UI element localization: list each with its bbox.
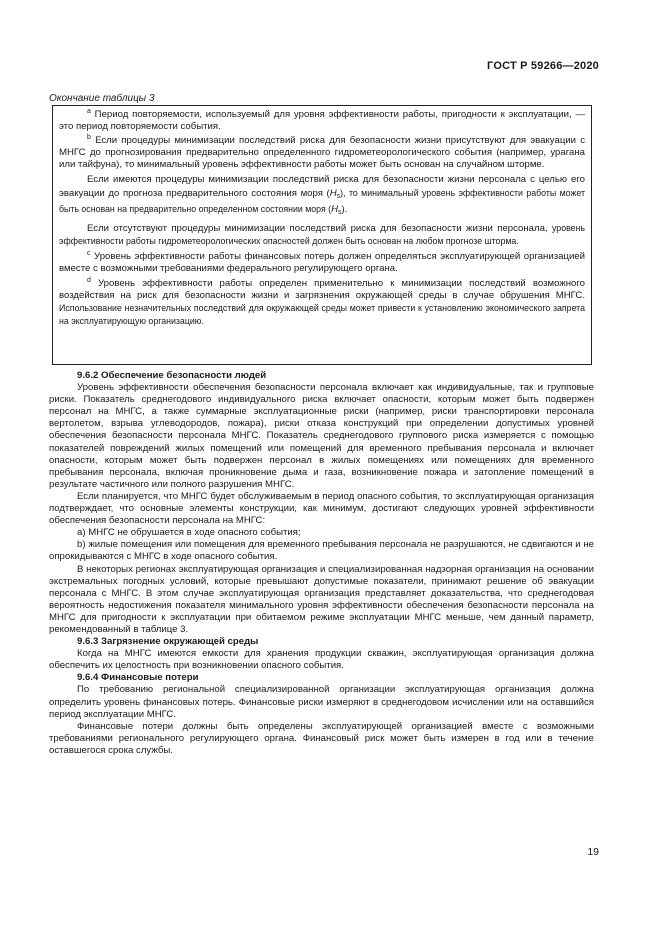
note-c-text: Уровень эффективности работы финансовых потерь должен определяться эксплуатирующей организацией вместе с возможными требованиями федерального регулирующего органа. bbox=[59, 250, 586, 275]
table-notes-box bbox=[52, 105, 592, 365]
note-c bbox=[59, 251, 585, 275]
note-b2-text-2: ), то минимальный уровень эффективности работы может быть основан на предварительно определенном состоянии моря ( bbox=[59, 187, 585, 214]
paragraph-storage: Когда на МНГС имеются емкости для хранения продукции скважин, эксплуатирующая организация должна обеспечить их целостность при возникновении опасного события. bbox=[49, 648, 594, 672]
note-b3-text-2: уровень эффективности работы гидрометеорологических опасностей должен быть основан на любом прогнозе шторма. bbox=[59, 222, 585, 246]
section-heading-financial: 9.6.4 Финансовые потери bbox=[77, 672, 199, 684]
note-b2-var-2: H bbox=[331, 203, 339, 215]
note-a-mark: a bbox=[87, 107, 91, 115]
note-b-no-procedures bbox=[59, 222, 585, 248]
note-d bbox=[59, 278, 585, 328]
section-heading-environment: 9.6.3 Загрязнение окружающей среды bbox=[77, 636, 259, 648]
standard-designation: ГОСТ Р 59266—2020 bbox=[487, 60, 599, 72]
note-b bbox=[59, 135, 585, 171]
note-b2-sub-2: s bbox=[338, 208, 342, 216]
note-b-mark: b bbox=[87, 134, 91, 141]
list-item-b: b) жилые помещения или помещения для временного пребывания персонала не разрушаются, не сдвигаются и не опрокидываются с МНГС в ходе опасного события. bbox=[49, 539, 594, 563]
paragraph-planned-manned: Если планируется, что МНГС будет обслуживаемым в период опасного события, то эксплуатирующая организация подтверждает, что основные элементы конструкции, как минимум, достигают следующих уровней эффективности обеспечения безопасности персонала на МНГС: bbox=[49, 490, 594, 527]
main-text bbox=[49, 370, 594, 757]
page-number: 19 bbox=[587, 846, 599, 858]
note-a-text: Период повторяемости, используемый для уровня эффективности работы, пригодности к эксплуатации, — это период повторяемости события. bbox=[59, 109, 586, 133]
note-b2-text-1: Если имеются процедуры минимизации последствий риска для безопасности жизни персонала с целью его эвакуации до прогноза предварительного состояния моря ( bbox=[59, 174, 585, 199]
note-b2-text-3: ). bbox=[341, 203, 348, 215]
paragraph-financial-level: По требованию региональной специализированной организации эксплуатирующая организация должна определить уровень финансовых потерь. Финансовые риски измеряют в среднегодовом исчислении или на оставшийся период эксплуатации МНГС. bbox=[49, 684, 594, 720]
paragraph-evacuation: В некоторых регионах эксплуатирующая организация и специализированная надзорная организация на основании экстремальных погодных условий, которые превышают допустимые показатели, принимают решение об эвакуации персонала с МНГС. В этом случае эксплуатирующая организация представляет доказательства, что среднегодовая вероятность недостижения показателя минимального уровня эффективности обеспечения безопасности персонала на МНГС для пригодности к эксплуатации при обитаемом режиме эксплуатации МНГС меньше, чем данный параметр, рекомендованный в таблице 3. bbox=[49, 563, 594, 635]
list-item-a: а) МНГС не обрушается в ходе опасного события; bbox=[77, 527, 301, 539]
section-heading-people-safety: 9.6.2 Обеспечение безопасности людей bbox=[77, 370, 267, 381]
note-d-text-2: Использование незначительных последствий для окружающей среды может привести к установлению экономического запрета на эксплуатирующую организацию. bbox=[59, 303, 585, 327]
note-d-mark: d bbox=[87, 276, 91, 284]
note-b3-text-1: Если отсутствуют процедуры минимизации последствий риска для безопасности жизни персонала, bbox=[87, 222, 552, 234]
note-b-text: Если процедуры минимизации последствий риска для безопасности жизни присутствуют для эвакуации с МНГС до прогнозирования предварительно определенного гидрометеорологического события (например, урагана или тайфуна), то минимальный уровень эффективности работы может быть основан на случайном шторме. bbox=[59, 135, 585, 171]
table-caption: Окончание таблицы 3 bbox=[49, 93, 155, 104]
paragraph-risks: Уровень эффективности обеспечения безопасности персонала включает как индивидуальные, так и групповые риски. Показатель среднегодового индивидуального риска включает опасности, которым может быть подвержен персонал на МНГС, а также суммарные эксплуатационные риски (например, риски транспортировки персонала вертолетом, взрыва углеводородов, пожара), риски отказа конструкций при определении допустимых уровней обеспечения безопасности персонала МНГС. Показатель среднегодового группового риска измеряется с помощью показателей повреждений жилых помещений или помещений для временного пребывания персонала и включает опасности, которым может быть подвержен персонал в жилых помещениях или помещениях для временного пребывания персонала, включая проникновение дыма и газа, возникновение пожара и затопление помещений в результате частичного или полного разрушения МНГС. bbox=[49, 382, 594, 490]
note-b2-var-1: H bbox=[329, 187, 337, 199]
note-b2-sub-1: s bbox=[336, 192, 341, 200]
note-a bbox=[59, 109, 585, 133]
note-b-evacuation bbox=[59, 174, 585, 218]
note-d-text-1: Уровень эффективности работы определен применительно к минимизации последствий возможного воздействия на риск для безопасности жизни и загрязнения окружающей среды в случае обрушения МНГС. bbox=[59, 278, 586, 302]
note-c-mark: c bbox=[87, 249, 91, 257]
paragraph-financial-losses: Финансовые потери должны быть определены эксплуатирующей организацией вместе с возможными требованиями регионального регулирующего органа. Финансовый риск может быть измерен в год или в течение оставшегося срока службы. bbox=[49, 720, 594, 756]
